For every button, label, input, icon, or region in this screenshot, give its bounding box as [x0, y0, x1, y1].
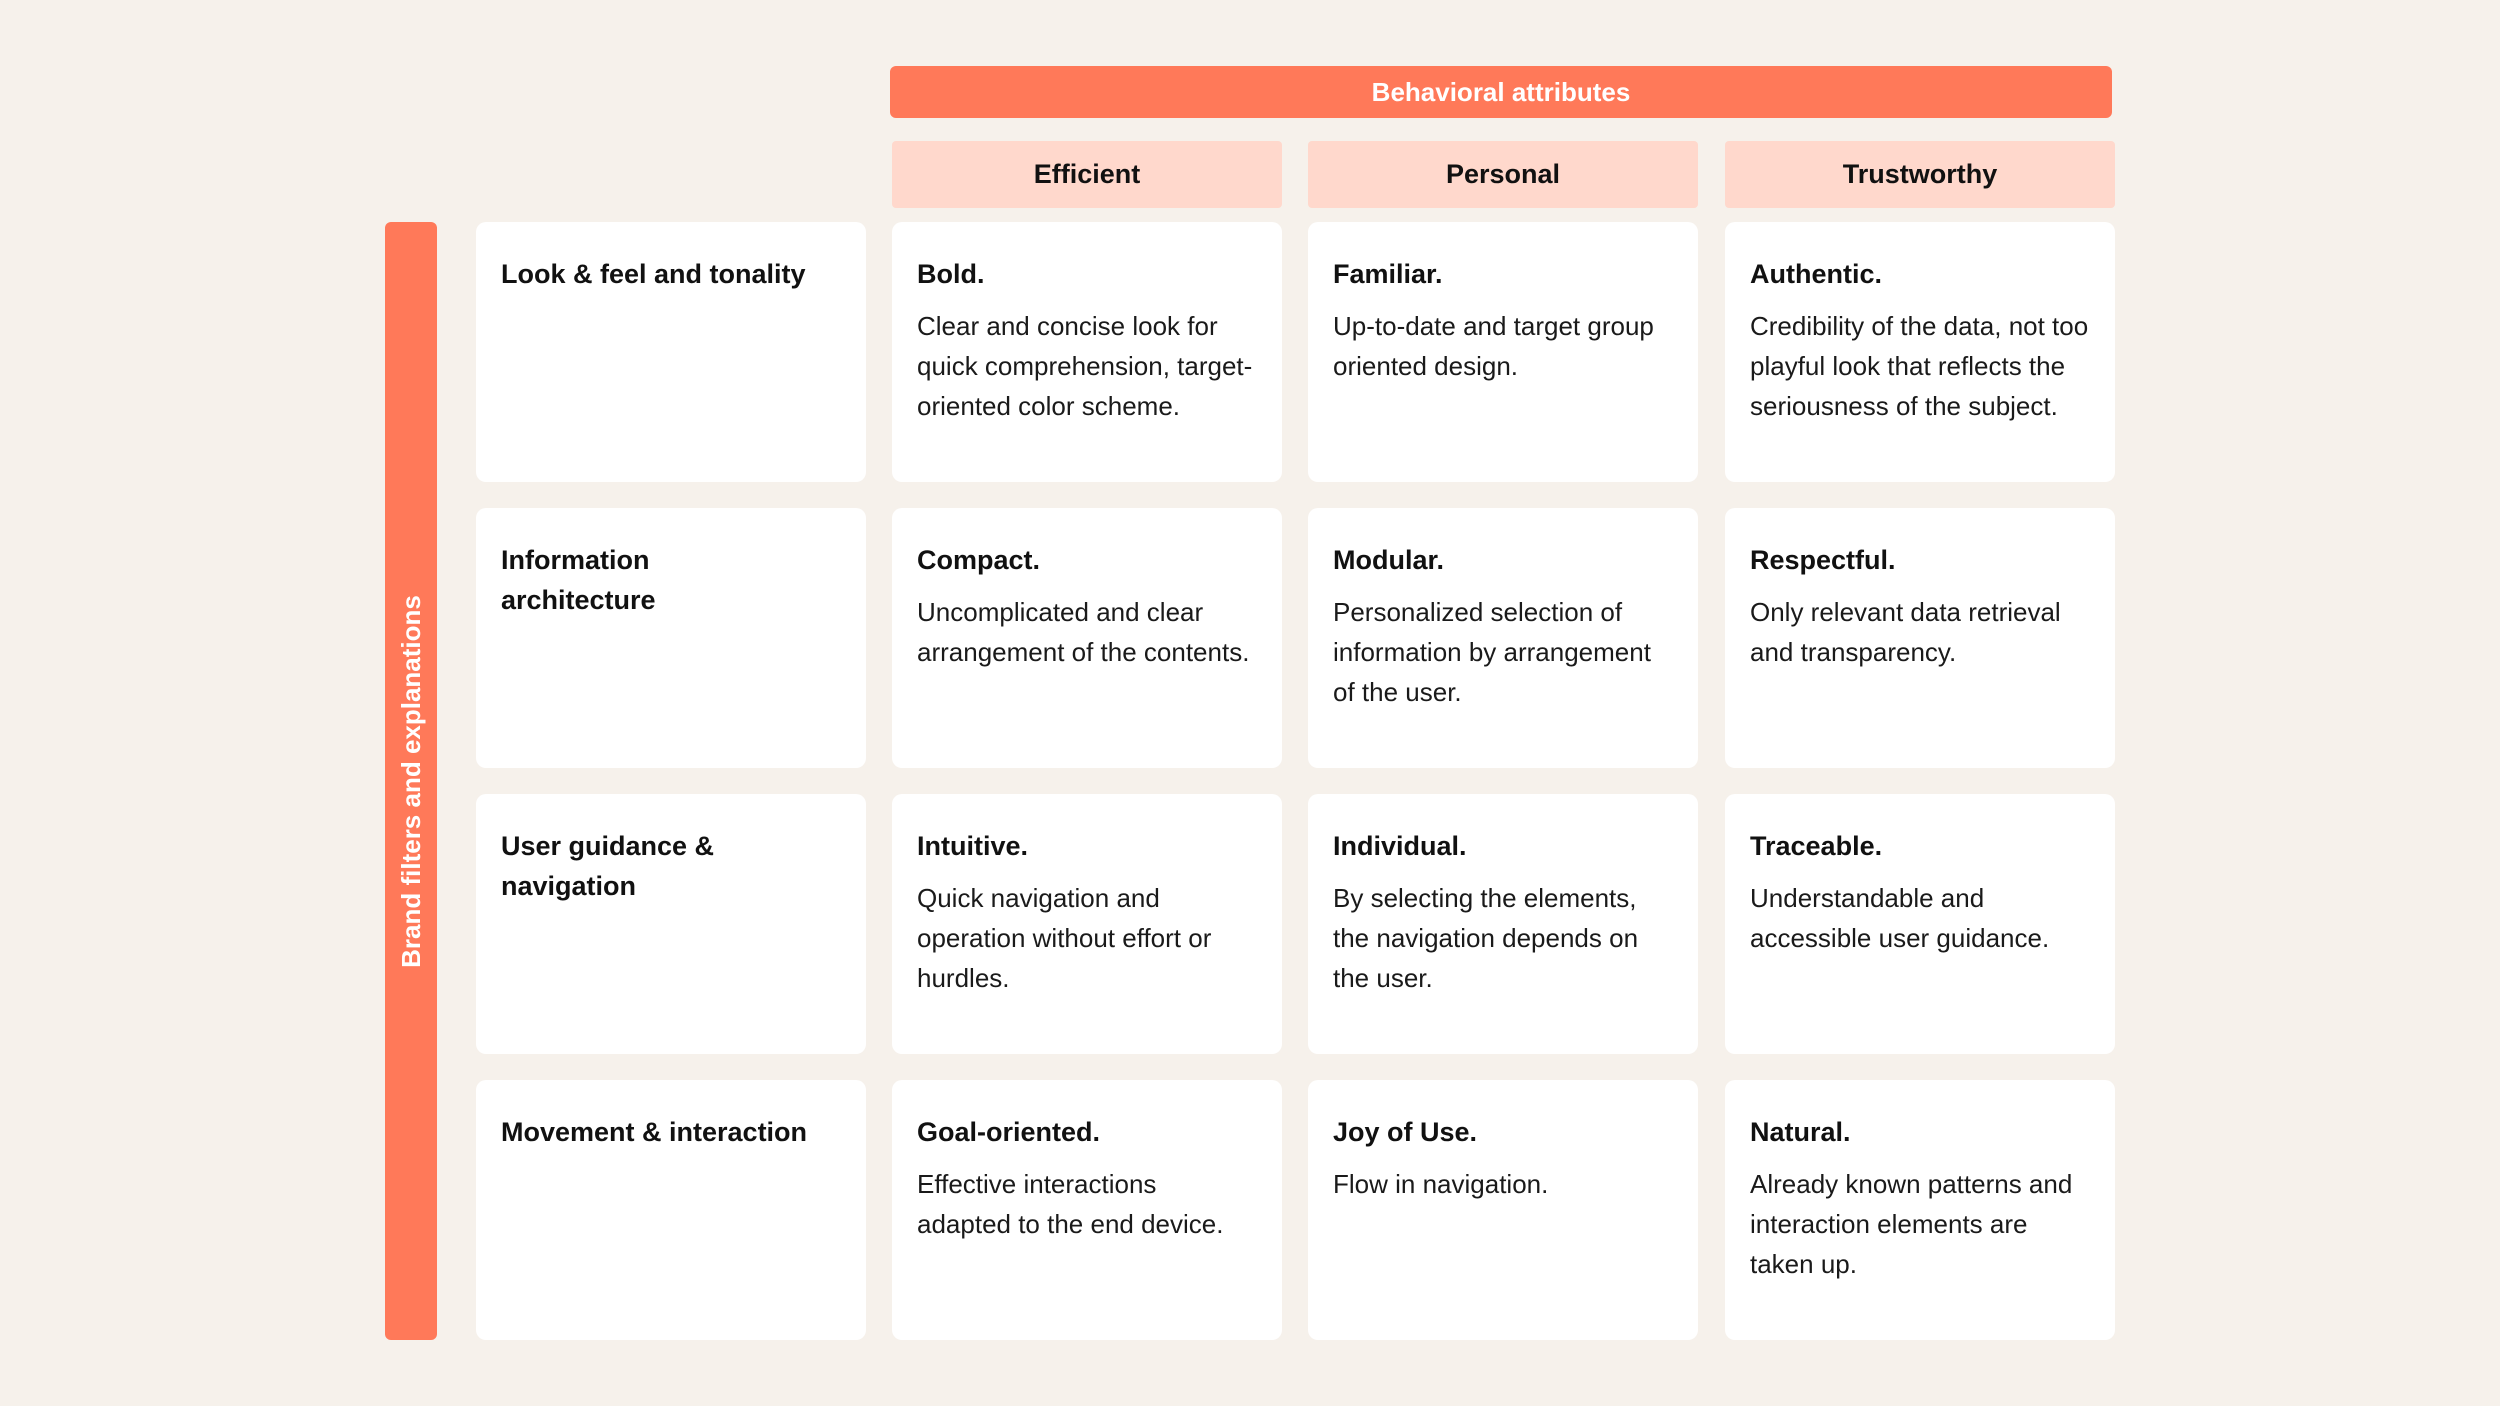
row-label: Information architecture: [501, 545, 656, 615]
cell-title: Traceable.: [1750, 831, 1883, 861]
cell-title: Compact.: [917, 545, 1041, 575]
brand-filters-banner: [385, 222, 437, 1340]
cell-title: Familiar.: [1333, 259, 1443, 289]
cell-body: Credibility of the data, not too playful look that reflects the seriousness of the subject.: [1750, 311, 2089, 421]
cell-body: Uncomplicated and clear arrangement of the contents.: [917, 597, 1250, 667]
cell-card: [1308, 222, 1698, 482]
row-label-card: [476, 222, 866, 482]
cell-title: Respectful.: [1750, 545, 1896, 575]
behavioral-attributes-title: Behavioral attributes: [1371, 76, 1631, 107]
row-label: User guidance & navigation: [501, 831, 715, 901]
row-label: Look & feel and tonality: [501, 259, 806, 289]
row-label-card: [476, 794, 866, 1054]
cell-body: Up-to-date and target group oriented design.: [1333, 311, 1654, 381]
cell-card: [892, 794, 1282, 1054]
column-header-efficient: Efficient: [892, 141, 1282, 208]
column-header-trustworthy: Trustworthy: [1725, 141, 2115, 208]
cell-card: [892, 222, 1282, 482]
cell-title: Modular.: [1333, 545, 1445, 575]
cell-title: Individual.: [1333, 831, 1467, 861]
cell-title: Intuitive.: [917, 831, 1029, 861]
cell-body: Personalized selection of information by arrangement of the user.: [1333, 597, 1651, 707]
cell-card: [892, 1080, 1282, 1340]
cell-body: Clear and concise look for quick comprehension, target-oriented color scheme.: [917, 311, 1253, 421]
cell-card: [1308, 1080, 1698, 1340]
cell-body: Effective interactions adapted to the end device.: [917, 1169, 1224, 1239]
cell-body: Already known patterns and interaction elements are taken up.: [1750, 1169, 2073, 1279]
brand-filters-title: Brand filters and explanations: [395, 594, 426, 968]
cell-title: Goal-oriented.: [917, 1117, 1101, 1147]
cell-card: [1308, 508, 1698, 768]
cell-card: [1725, 222, 2115, 482]
cell-body: By selecting the elements, the navigation depends on the user.: [1333, 883, 1639, 993]
cell-body: Understandable and accessible user guidance.: [1750, 883, 2050, 953]
cell-card: [1725, 1080, 2115, 1340]
cell-title: Natural.: [1750, 1117, 1851, 1147]
cell-card: [1725, 508, 2115, 768]
cell-title: Bold.: [917, 259, 985, 289]
behavioral-attributes-banner: [890, 66, 2112, 118]
cell-body: Flow in navigation.: [1333, 1169, 1549, 1199]
column-header-personal: Personal: [1308, 141, 1698, 208]
cell-body: Quick navigation and operation without effort or hurdles.: [917, 883, 1212, 993]
cell-title: Joy of Use.: [1333, 1117, 1478, 1147]
cell-card: [892, 508, 1282, 768]
row-label-card: [476, 508, 866, 768]
row-label: Movement & interaction: [501, 1117, 808, 1147]
row-label-card: [476, 1080, 866, 1340]
cell-card: [1308, 794, 1698, 1054]
cell-title: Authentic.: [1750, 259, 1882, 289]
cell-card: [1725, 794, 2115, 1054]
cell-body: Only relevant data retrieval and transparency.: [1750, 597, 2061, 667]
